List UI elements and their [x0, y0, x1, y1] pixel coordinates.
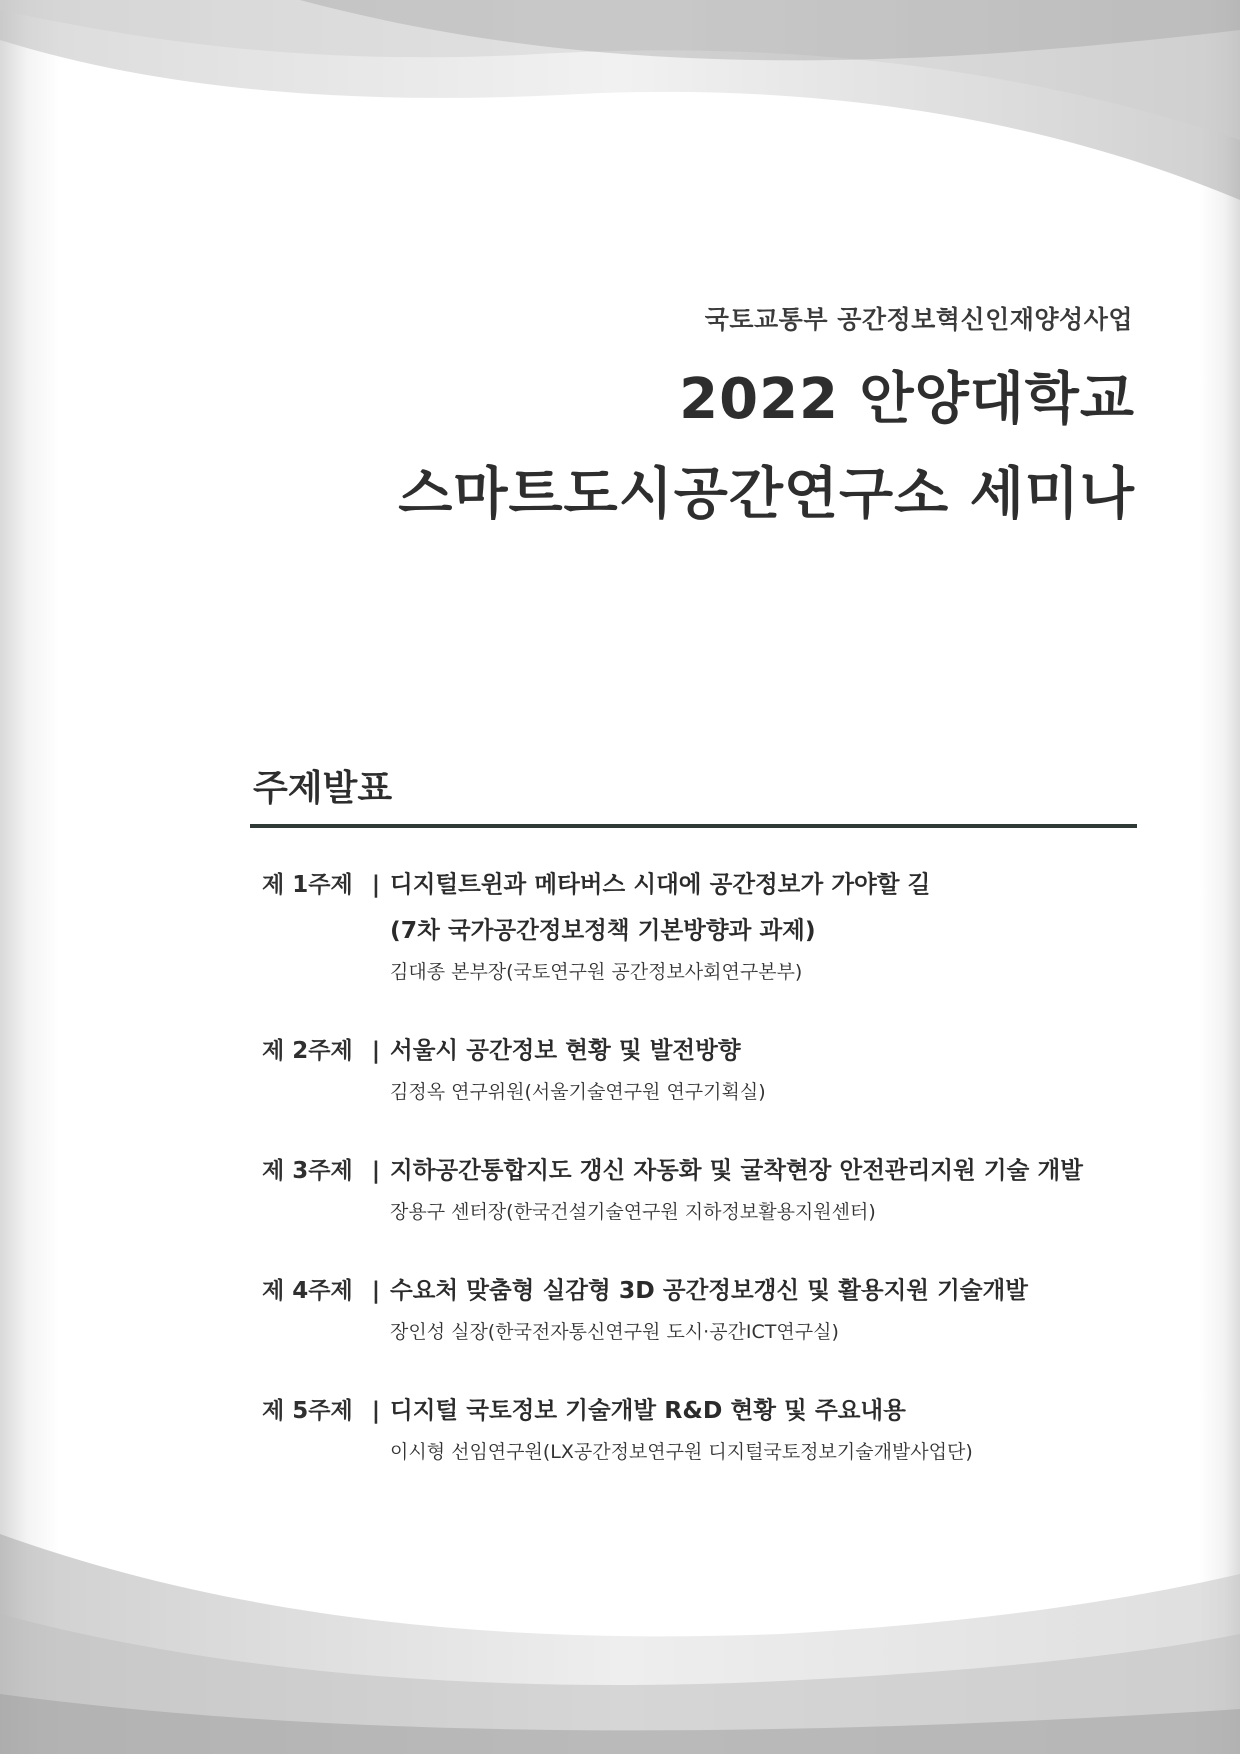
topic-speaker: 장용구 센터장(한국건설기술연구원 지하정보활용지원센터): [390, 1201, 876, 1223]
topic-number: 제 3주제: [262, 1158, 353, 1184]
section-divider: [250, 824, 1137, 828]
topic-list: [262, 865, 1162, 1511]
topic-subtitle: (7차 국가공간정보정책 기본방향과 과제): [390, 916, 816, 944]
topic-speaker: 김대종 본부장(국토연구원 공간정보사회연구본부): [390, 961, 803, 983]
topic-number: 제 5주제: [262, 1398, 353, 1424]
seminar-title-line-2: 스마트도시공간연구소 세미나: [398, 462, 1135, 527]
topic-separator: |: [371, 1398, 381, 1424]
topic-separator: |: [371, 1038, 381, 1064]
topic-item-1: [262, 865, 1162, 984]
topic-separator: |: [371, 1278, 381, 1304]
topic-speaker: 김정옥 연구위원(서울기술연구원 연구기획실): [390, 1081, 766, 1103]
topic-title: 서울시 공간정보 현황 및 발전방향: [390, 1036, 741, 1064]
section-heading: 주제발표: [253, 768, 393, 809]
topic-title: 디지털 국토정보 기술개발 R&D 현황 및 주요내용: [390, 1396, 906, 1424]
topic-item-3: [262, 1151, 1162, 1224]
topic-title: 지하공간통합지도 갱신 자동화 및 굴착현장 안전관리지원 기술 개발: [390, 1156, 1083, 1184]
program-subtitle: 국토교통부 공간정보혁신인재양성사업: [704, 305, 1133, 334]
topic-number: 제 4주제: [262, 1278, 353, 1304]
topic-separator: |: [371, 1158, 381, 1184]
topic-separator: |: [371, 872, 381, 898]
topic-number: 제 2주제: [262, 1038, 353, 1064]
topic-title: 디지털트윈과 메타버스 시대에 공간정보가 가야할 길: [390, 870, 931, 898]
topic-item-4: [262, 1271, 1162, 1344]
seminar-title-line-1: 2022 안양대학교: [679, 367, 1135, 432]
topic-title: 수요처 맞춤형 실감형 3D 공간정보갱신 및 활용지원 기술개발: [390, 1276, 1028, 1304]
topic-item-2: [262, 1031, 1162, 1104]
topic-number: 제 1주제: [262, 872, 353, 898]
bottom-wave-decoration: [0, 1494, 1240, 1754]
topic-speaker: 이시형 선임연구원(LX공간정보연구원 디지털국토정보기술개발사업단): [390, 1441, 973, 1463]
top-wave-decoration: [0, 0, 1240, 240]
topic-item-5: [262, 1391, 1162, 1464]
topic-speaker: 장인성 실장(한국전자통신연구원 도시·공간ICT연구실): [390, 1321, 839, 1343]
